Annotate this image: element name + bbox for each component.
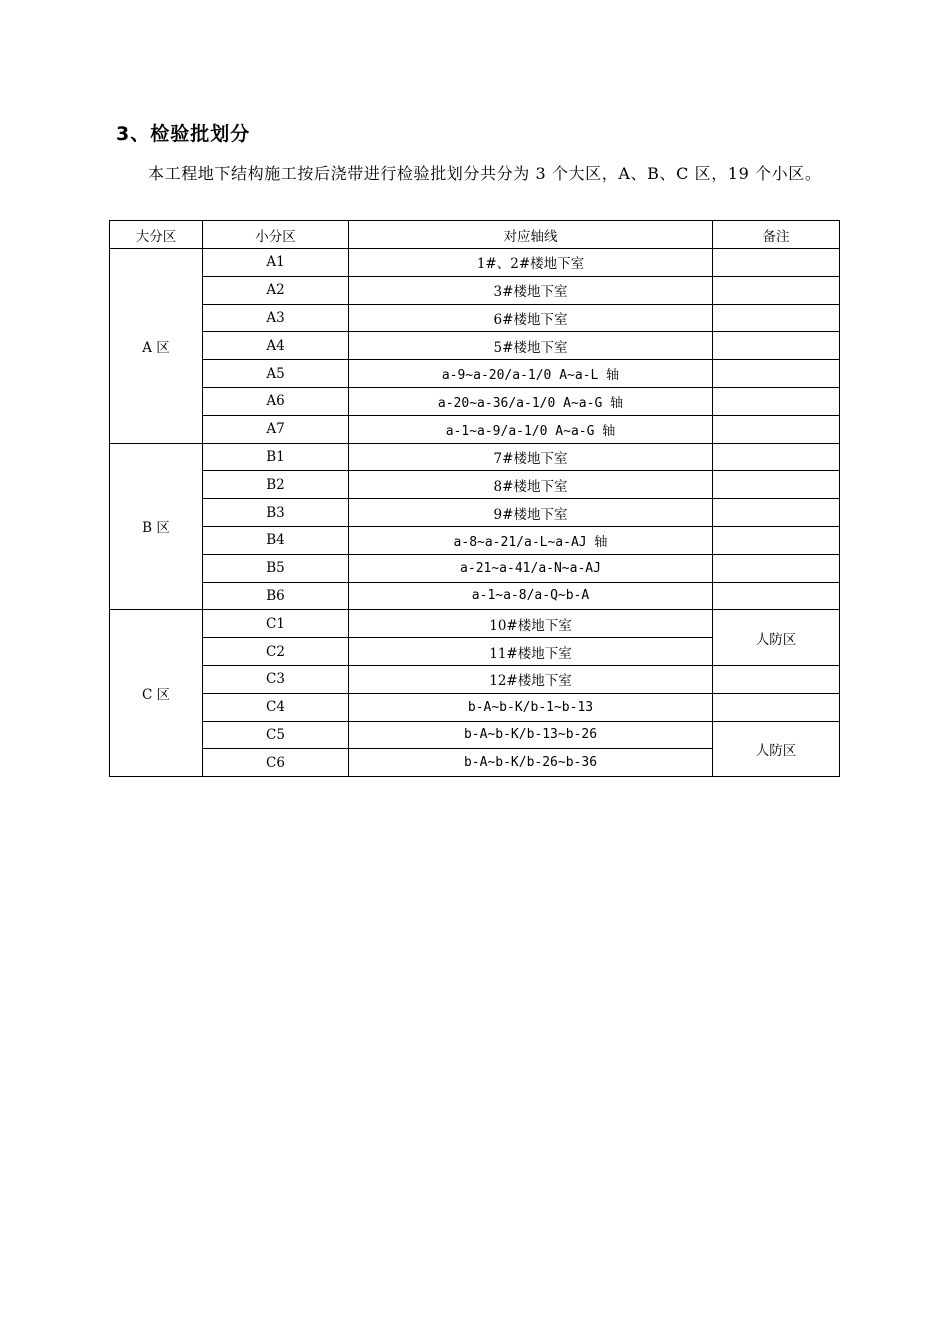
axis-cell: 10#楼地下室 <box>349 610 713 638</box>
table-row <box>110 415 840 443</box>
axis-cell: a-9~a-20/a-1/0 A~a-L 轴 <box>349 360 713 388</box>
remarks-cell <box>713 665 840 693</box>
sub-zone-cell: C1 <box>203 610 349 638</box>
inspection-lot-table <box>109 220 840 777</box>
remarks-cell <box>713 415 840 443</box>
major-zone-cell: B 区 <box>110 443 203 610</box>
table-row <box>110 387 840 415</box>
major-zone-cell: C 区 <box>110 610 203 777</box>
sub-zone-cell: C4 <box>203 693 349 721</box>
sub-zone-cell: A5 <box>203 360 349 388</box>
table-row <box>110 721 840 749</box>
sub-zone-cell: C6 <box>203 749 349 777</box>
remarks-cell <box>713 582 840 610</box>
axis-cell: 12#楼地下室 <box>349 665 713 693</box>
remarks-cell <box>713 471 840 499</box>
sub-zone-cell: B1 <box>203 443 349 471</box>
sub-zone-cell: A4 <box>203 332 349 360</box>
axis-cell: 5#楼地下室 <box>349 332 713 360</box>
axis-cell: b-A~b-K/b-26~b-36 <box>349 749 713 777</box>
table-row <box>110 582 840 610</box>
sub-zone-cell: A7 <box>203 415 349 443</box>
remarks-cell <box>713 387 840 415</box>
axis-cell: a-21~a-41/a-N~a-AJ <box>349 554 713 582</box>
axis-cell: a-1~a-8/a-Q~b-A <box>349 582 713 610</box>
sub-zone-cell: B4 <box>203 526 349 554</box>
table-row <box>110 304 840 332</box>
table-row <box>110 526 840 554</box>
sub-zone-cell: B6 <box>203 582 349 610</box>
remarks-cell <box>713 554 840 582</box>
remarks-cell <box>713 526 840 554</box>
axis-cell: a-20~a-36/a-1/0 A~a-G 轴 <box>349 387 713 415</box>
axis-cell: a-1~a-9/a-1/0 A~a-G 轴 <box>349 415 713 443</box>
axis-cell: 3#楼地下室 <box>349 276 713 304</box>
sub-zone-cell: C3 <box>203 665 349 693</box>
axis-cell: 11#楼地下室 <box>349 638 713 666</box>
sub-zone-cell: B5 <box>203 554 349 582</box>
sub-zone-cell: A3 <box>203 304 349 332</box>
sub-zone-cell: A1 <box>203 249 349 277</box>
remarks-cell <box>713 249 840 277</box>
sub-zone-cell: C5 <box>203 721 349 749</box>
sub-zone-cell: C2 <box>203 638 349 666</box>
header-major-zone: 大分区 <box>110 221 203 249</box>
remarks-cell <box>713 332 840 360</box>
table-row <box>110 471 840 499</box>
axis-cell: 7#楼地下室 <box>349 443 713 471</box>
table-row <box>110 554 840 582</box>
table-row <box>110 332 840 360</box>
header-remarks: 备注 <box>713 221 840 249</box>
table-row <box>110 276 840 304</box>
axis-cell: 9#楼地下室 <box>349 499 713 527</box>
axis-cell: a-8~a-21/a-L~a-AJ 轴 <box>349 526 713 554</box>
major-zone-cell: A 区 <box>110 249 203 444</box>
axis-cell: 8#楼地下室 <box>349 471 713 499</box>
header-axis: 对应轴线 <box>349 221 713 249</box>
axis-cell: 6#楼地下室 <box>349 304 713 332</box>
table-row <box>110 360 840 388</box>
table-row <box>110 499 840 527</box>
header-sub-zone: 小分区 <box>203 221 349 249</box>
sub-zone-cell: A6 <box>203 387 349 415</box>
remarks-cell <box>713 443 840 471</box>
axis-cell: b-A~b-K/b-1~b-13 <box>349 693 713 721</box>
remarks-cell-civil-defense: 人防区 <box>713 721 840 777</box>
intro-paragraph: 本工程地下结构施工按后浇带进行检验批划分共分为 3 个大区，A、B、C 区，19 个小区。 <box>148 164 822 183</box>
remarks-cell <box>713 304 840 332</box>
remarks-cell <box>713 693 840 721</box>
section-heading: 3、检验批划分 <box>116 123 251 145</box>
table-row <box>110 610 840 638</box>
remarks-cell-civil-defense: 人防区 <box>713 610 840 666</box>
table-row <box>110 665 840 693</box>
table-row <box>110 249 840 277</box>
table-header-row <box>110 221 840 249</box>
axis-cell: b-A~b-K/b-13~b-26 <box>349 721 713 749</box>
sub-zone-cell: A2 <box>203 276 349 304</box>
sub-zone-cell: B2 <box>203 471 349 499</box>
remarks-cell <box>713 499 840 527</box>
table-row <box>110 443 840 471</box>
remarks-cell <box>713 360 840 388</box>
axis-cell: 1#、2#楼地下室 <box>349 249 713 277</box>
table-row <box>110 693 840 721</box>
remarks-cell <box>713 276 840 304</box>
sub-zone-cell: B3 <box>203 499 349 527</box>
